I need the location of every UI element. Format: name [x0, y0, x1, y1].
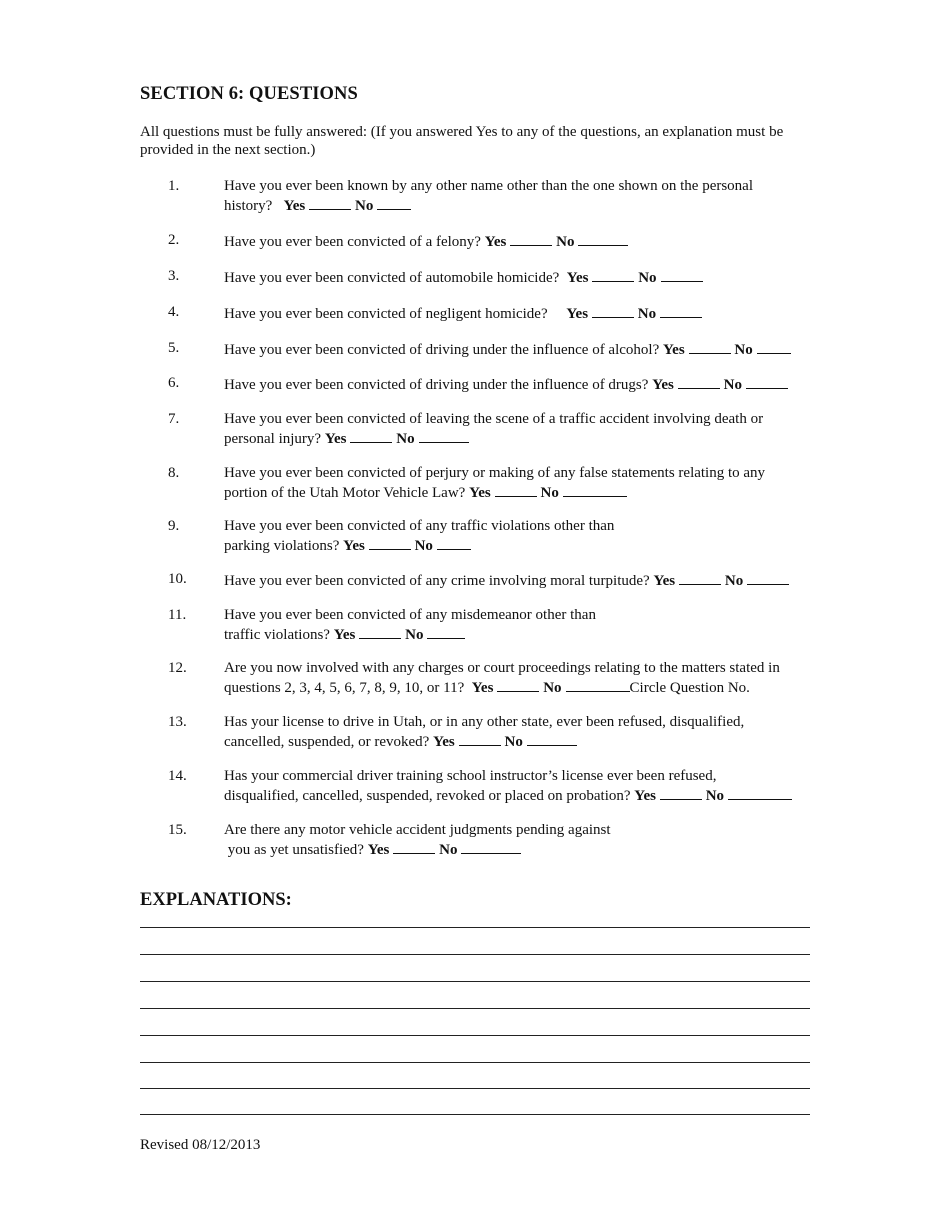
explanation-line-6[interactable]	[140, 1062, 810, 1063]
question-text-continued: history?	[224, 198, 273, 214]
no-label: No	[439, 842, 458, 858]
no-answer-blank[interactable]	[660, 303, 702, 318]
question-text: Have you ever been convicted of a felony?	[224, 234, 481, 250]
question-number: 14.	[168, 768, 187, 784]
question-text: Have you ever been known by any other name other than the one shown on the personal	[224, 178, 754, 194]
explanation-line-7[interactable]	[140, 1088, 810, 1089]
question-text: Have you ever been convicted of driving under the influence of drugs?	[224, 377, 649, 393]
yes-label: Yes	[469, 485, 491, 501]
question-number: 6.	[168, 375, 180, 391]
question-number: 1.	[168, 178, 180, 194]
question-text-continued: portion of the Utah Motor Vehicle Law?	[224, 485, 466, 501]
yes-answer-blank[interactable]	[369, 535, 411, 550]
yes-answer-blank[interactable]	[678, 374, 720, 389]
question-text: Have you ever been convicted of any traffic violations other than	[224, 518, 615, 534]
question-number: 15.	[168, 822, 187, 838]
no-answer-blank[interactable]	[728, 785, 792, 800]
yes-label: Yes	[484, 234, 507, 250]
no-label: No	[414, 538, 433, 554]
explanation-line-3[interactable]	[140, 981, 810, 982]
yes-answer-blank[interactable]	[309, 195, 351, 210]
yes-label: Yes	[367, 842, 390, 858]
yes-answer-blank[interactable]	[497, 677, 539, 692]
section-title: SECTION 6: QUESTIONS	[140, 84, 358, 104]
yes-answer-blank[interactable]	[592, 267, 634, 282]
yes-answer-blank[interactable]	[679, 570, 721, 585]
yes-answer-blank[interactable]	[495, 482, 537, 497]
no-answer-blank[interactable]	[377, 195, 411, 210]
yes-label: Yes	[324, 431, 347, 447]
question-text-continued: you as yet unsatisfied?	[227, 842, 364, 858]
circle-question-note: Circle Question No.	[629, 680, 750, 696]
no-answer-blank[interactable]	[746, 374, 788, 389]
question-number: 7.	[168, 411, 180, 427]
question-text: Are you now involved with any charges or court proceedings relating to the matters stated in	[224, 660, 780, 676]
question-number: 3.	[168, 268, 180, 284]
no-answer-blank[interactable]	[563, 482, 627, 497]
no-answer-blank[interactable]	[661, 267, 703, 282]
question-text: Has your license to drive in Utah, or in any other state, ever been refused, disqualified,	[224, 714, 745, 730]
yes-answer-blank[interactable]	[660, 785, 702, 800]
yes-label: Yes	[634, 788, 656, 804]
question-text-continued: cancelled, suspended, or revoked?	[224, 734, 430, 750]
yes-label: Yes	[653, 573, 676, 589]
no-answer-blank[interactable]	[437, 535, 471, 550]
question-text-continued: personal injury?	[224, 431, 322, 447]
instructions-text: All questions must be fully answered: (If you answered Yes to any of the questions, an explanation must be provided in the next section.)	[140, 124, 784, 158]
explanation-line-4[interactable]	[140, 1008, 810, 1009]
no-label: No	[556, 234, 575, 250]
question-text-continued: questions 2, 3, 4, 5, 6, 7, 8, 9, 10, or 11?	[224, 680, 465, 696]
no-answer-blank[interactable]	[461, 839, 521, 854]
no-label: No	[724, 573, 744, 589]
yes-label: Yes	[433, 734, 455, 750]
yes-answer-blank[interactable]	[592, 303, 634, 318]
question-text: Are there any motor vehicle accident judgments pending against	[224, 822, 611, 838]
question-text: Have you ever been convicted of any crime involving moral turpitude?	[224, 573, 650, 589]
yes-label: Yes	[471, 680, 494, 696]
yes-answer-blank[interactable]	[459, 731, 501, 746]
yes-answer-blank[interactable]	[689, 339, 731, 354]
no-label: No	[723, 377, 742, 393]
question-number: 2.	[168, 232, 180, 248]
no-answer-blank[interactable]	[566, 677, 630, 692]
no-answer-blank[interactable]	[527, 731, 577, 746]
question-number: 11.	[168, 607, 187, 623]
question-text: Have you ever been convicted of any misdemeanor other than	[224, 607, 596, 623]
explanation-line-8[interactable]	[140, 1114, 810, 1115]
no-label: No	[355, 198, 374, 214]
no-label: No	[504, 734, 523, 750]
revision-date: Revised 08/12/2013	[140, 1137, 261, 1153]
question-text: Have you ever been convicted of automobile homicide?	[224, 270, 560, 286]
question-number: 5.	[168, 340, 180, 356]
no-label: No	[540, 485, 559, 501]
no-label: No	[543, 680, 562, 696]
question-text-continued: traffic violations?	[224, 627, 330, 643]
question-text: Have you ever been convicted of driving under the influence of alcohol?	[224, 342, 660, 358]
question-text: Have you ever been convicted of leaving the scene of a traffic accident involving death or	[224, 411, 764, 427]
yes-label: Yes	[283, 198, 306, 214]
yes-label: Yes	[663, 342, 685, 358]
question-text: Have you ever been convicted of perjury or making of any false statements relating to any	[224, 465, 766, 481]
no-answer-blank[interactable]	[747, 570, 789, 585]
question-text: Has your commercial driver training school instructor’s license ever been refused,	[224, 768, 717, 784]
question-number: 12.	[168, 660, 187, 676]
question-number: 13.	[168, 714, 187, 730]
no-answer-blank[interactable]	[419, 428, 469, 443]
yes-answer-blank[interactable]	[350, 428, 392, 443]
explanation-line-1[interactable]	[140, 927, 810, 928]
explanation-line-5[interactable]	[140, 1035, 810, 1036]
explanation-line-2[interactable]	[140, 954, 810, 955]
question-number: 8.	[168, 465, 180, 481]
yes-answer-blank[interactable]	[510, 231, 552, 246]
explanations-title: EXPLANATIONS:	[140, 890, 292, 910]
question-number: 10.	[168, 571, 187, 587]
yes-answer-blank[interactable]	[359, 624, 401, 639]
question-number: 9.	[168, 518, 180, 534]
question-text-continued: disqualified, cancelled, suspended, revoked or placed on probation?	[224, 788, 631, 804]
no-label: No	[734, 342, 753, 358]
yes-label: Yes	[566, 270, 589, 286]
question-text-continued: parking violations?	[224, 538, 340, 554]
no-label: No	[405, 627, 424, 643]
no-label: No	[705, 788, 725, 804]
no-answer-blank[interactable]	[427, 624, 465, 639]
yes-label: Yes	[652, 377, 674, 393]
no-answer-blank[interactable]	[578, 231, 628, 246]
no-answer-blank[interactable]	[757, 339, 791, 354]
yes-answer-blank[interactable]	[393, 839, 435, 854]
question-text: Have you ever been convicted of negligent homicide?	[224, 306, 548, 322]
no-label: No	[396, 431, 415, 447]
yes-label: Yes	[343, 538, 365, 554]
no-label: No	[638, 270, 657, 286]
no-label: No	[637, 306, 657, 322]
question-number: 4.	[168, 304, 180, 320]
yes-label: Yes	[333, 627, 356, 643]
yes-label: Yes	[566, 306, 589, 322]
